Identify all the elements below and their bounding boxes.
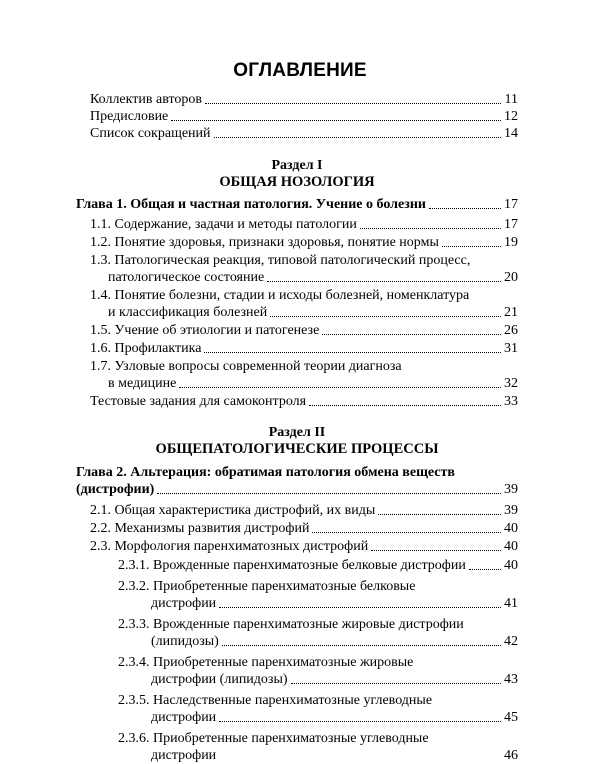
entry-page: 31	[504, 341, 518, 356]
toc-subentry[interactable]	[118, 654, 518, 688]
entry-title: 2.3.1. Врожденные паренхиматозные белковые дистрофии	[118, 558, 466, 573]
chapter-title: Глава 1. Общая и частная патология. Учение о болезни	[76, 197, 426, 212]
entry-page: 12	[504, 109, 518, 124]
dot-leader	[214, 136, 501, 138]
page-title: ОГЛАВЛЕНИЕ	[233, 60, 367, 81]
entry-page: 40	[504, 558, 518, 573]
entry-page: 40	[504, 539, 518, 554]
part-name: ОБЩАЯ НОЗОЛОГИЯ	[219, 174, 375, 190]
entry-title-line1: 1.3. Патологическая реакция, типовой патологический процесс,	[90, 253, 471, 268]
dot-leader	[205, 102, 501, 104]
entry-page: 43	[504, 672, 518, 687]
entry-title: Список сокращений	[90, 126, 211, 141]
section-2-3-subitems	[118, 557, 518, 764]
entry-page: 32	[504, 376, 518, 391]
chapter-entry[interactable]	[76, 196, 518, 213]
entry-title-line1: 2.3.2. Приобретенные паренхиматозные белковые	[118, 579, 416, 594]
entry-title: Коллектив авторов	[90, 92, 202, 107]
toc-entry[interactable]	[90, 322, 518, 339]
chapter-entry[interactable]	[76, 464, 518, 498]
toc-subentry[interactable]	[118, 692, 518, 726]
toc-entry[interactable]	[90, 108, 518, 125]
dot-leader	[219, 606, 501, 608]
entry-title-line1: 2.3.6. Приобретенные паренхиматозные углеводные	[118, 731, 429, 746]
entry-title: дистрофии	[151, 748, 217, 763]
entry-page: 19	[504, 235, 518, 250]
chapter-page: 39	[504, 482, 518, 497]
entry-title: 2.2. Механизмы развития дистрофий	[90, 521, 310, 536]
entry-title: дистрофии (липидозы)	[151, 672, 288, 687]
chapter-1-items	[90, 216, 518, 392]
dot-leader	[442, 245, 501, 247]
entry-page: 40	[504, 521, 518, 536]
entry-title: дистрофии	[151, 710, 217, 725]
toc-entry[interactable]	[90, 502, 518, 519]
chapter-title: (дистрофии)	[76, 482, 155, 497]
entry-title: и классификация болезней	[108, 305, 268, 320]
chapter-title-line1: Глава 2. Альтерация: обратимая патология обмена веществ	[76, 465, 455, 480]
entry-page: 17	[504, 217, 518, 232]
dot-leader	[171, 119, 501, 121]
toc-entry[interactable]	[90, 520, 518, 537]
dot-leader	[371, 549, 501, 551]
entry-page: 20	[504, 270, 518, 285]
entry-title: дистрофии	[151, 596, 217, 611]
entry-page: 41	[504, 596, 518, 611]
entry-page: 42	[504, 634, 518, 649]
toc-entry[interactable]	[90, 287, 518, 321]
entry-title-line1: 1.4. Понятие болезни, стадии и исходы болезней, номенклатура	[90, 288, 470, 303]
entry-page: 46	[504, 748, 518, 763]
dot-leader	[222, 644, 501, 646]
dot-leader	[204, 351, 501, 353]
toc-entry[interactable]	[90, 91, 518, 108]
entry-title-line1: 2.3.3. Врожденные паренхиматозные жировые дистрофии	[118, 617, 464, 632]
toc-subentry[interactable]	[118, 616, 518, 650]
entry-title: 1.5. Учение об этиологии и патогенезе	[90, 323, 320, 338]
toc-entry[interactable]	[90, 125, 518, 142]
chapter-page: 17	[504, 197, 518, 212]
entry-page: 33	[504, 394, 518, 409]
dot-leader	[157, 492, 501, 494]
toc-content	[76, 91, 518, 764]
tests-entry[interactable]	[90, 393, 518, 410]
entry-title: 1.6. Профилактика	[90, 341, 202, 356]
dot-leader	[291, 682, 501, 684]
dot-leader	[360, 227, 501, 229]
toc-entry[interactable]	[90, 538, 518, 555]
part-label: Раздел I	[271, 158, 323, 173]
part-heading	[76, 157, 518, 191]
toc-subentry[interactable]	[118, 578, 518, 612]
dot-leader	[312, 531, 501, 533]
entry-title: Предисловие	[90, 109, 169, 124]
toc-entry[interactable]	[90, 358, 518, 392]
part-label: Раздел II	[268, 425, 326, 440]
entry-title-line1: 2.3.4. Приобретенные паренхиматозные жировые	[118, 655, 414, 670]
part-heading	[76, 424, 518, 458]
entry-page: 26	[504, 323, 518, 338]
dot-leader	[309, 404, 501, 406]
toc-entry[interactable]	[90, 234, 518, 251]
chapter-2-items	[90, 502, 518, 555]
entry-title: 1.2. Понятие здоровья, признаки здоровья, понятие нормы	[90, 235, 439, 250]
toc-subentry[interactable]	[118, 730, 518, 764]
entry-title: в медицине	[108, 376, 177, 391]
entry-title-line1: 1.7. Узловые вопросы современной теории диагноза	[90, 359, 402, 374]
toc-entry[interactable]	[90, 216, 518, 233]
toc-subentry[interactable]	[118, 557, 518, 574]
entry-title: 2.1. Общая характеристика дистрофий, их виды	[90, 503, 376, 518]
entry-title: 1.1. Содержание, задачи и методы патологии	[90, 217, 357, 232]
entry-title: 2.3. Морфология паренхиматозных дистрофий	[90, 539, 369, 554]
front-matter-list	[90, 91, 518, 142]
entry-title: патологическое состояние	[108, 270, 265, 285]
dot-leader	[219, 720, 501, 722]
dot-leader	[429, 207, 501, 209]
part-name: ОБЩЕПАТОЛОГИЧЕСКИЕ ПРОЦЕССЫ	[155, 441, 439, 457]
entry-title: Тестовые задания для самоконтроля	[90, 394, 307, 409]
toc-entry[interactable]	[90, 340, 518, 357]
dot-leader	[179, 386, 501, 388]
toc-entry[interactable]	[90, 252, 518, 286]
dot-leader	[267, 280, 501, 282]
entry-page: 45	[504, 710, 518, 725]
entry-page: 21	[504, 305, 518, 320]
entry-page: 11	[504, 92, 518, 107]
dot-leader	[378, 513, 501, 515]
dot-leader	[270, 315, 501, 317]
entry-page: 39	[504, 503, 518, 518]
entry-page: 14	[504, 126, 518, 141]
dot-leader	[322, 333, 501, 335]
entry-title-line1: 2.3.5. Наследственные паренхиматозные углеводные	[118, 693, 433, 708]
entry-title: (липидозы)	[151, 634, 219, 649]
dot-leader	[219, 758, 501, 760]
dot-leader	[469, 568, 501, 570]
